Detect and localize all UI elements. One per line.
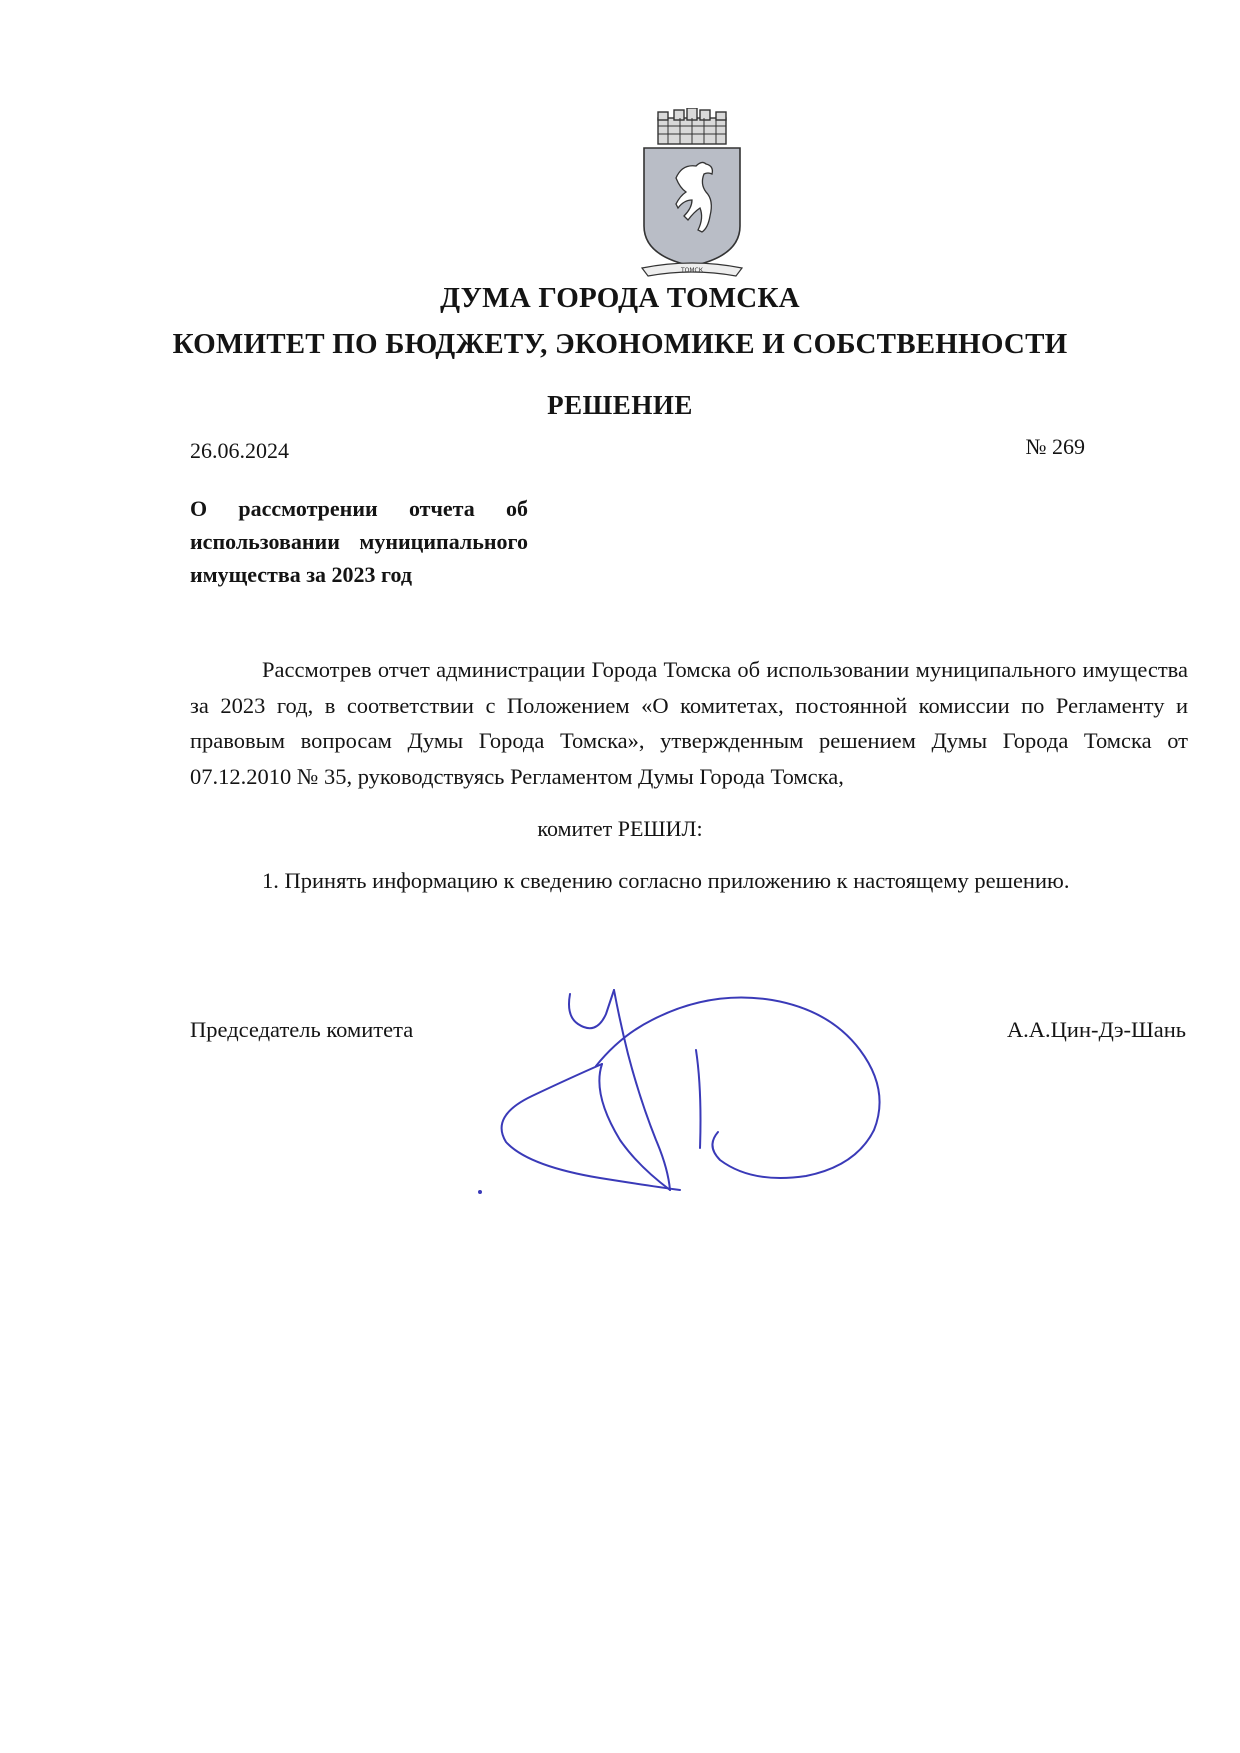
signatory-title: Председатель комитета [190,1017,414,1042]
signatory-name: А.А.Цин-Дэ-Шань [1006,1017,1186,1042]
emblem-ribbon-text: ТОМСК [680,267,704,274]
committee-title: КОМИТЕТ ПО БЮДЖЕТУ, ЭКОНОМИКЕ И СОБСТВЕННОСТИ [172,328,1068,360]
handwritten-signature [470,980,930,1210]
document-type-title: РЕШЕНИЕ [547,390,693,420]
document-date: 26.06.2024 [190,438,289,463]
coat-of-arms-icon [636,108,748,280]
document-number: № 269 [1025,434,1085,459]
body-paragraph: Рассмотрев отчет администрации Города Томска об использовании муниципального имущества за 2023 год, в соответствии с Положением «О комитетах, постоянной комиссии по Регламенту и правовым вопросам Думы Города Томска», утвержденным решением Думы Города Томска от 07.12.2010 № 35, руководствуясь Регламентом Думы Города Томска, [190,657,1188,789]
document-subject: О рассмотрении отчета об использовании муниципального имущества за 2023 год [190,496,528,587]
organization-title: ДУМА ГОРОДА ТОМСКА [440,282,800,314]
resolved-line: комитет РЕШИЛ: [537,816,703,841]
decision-item-1: 1. Принять информацию к сведению согласно приложению к настоящему решению. [262,868,1070,893]
